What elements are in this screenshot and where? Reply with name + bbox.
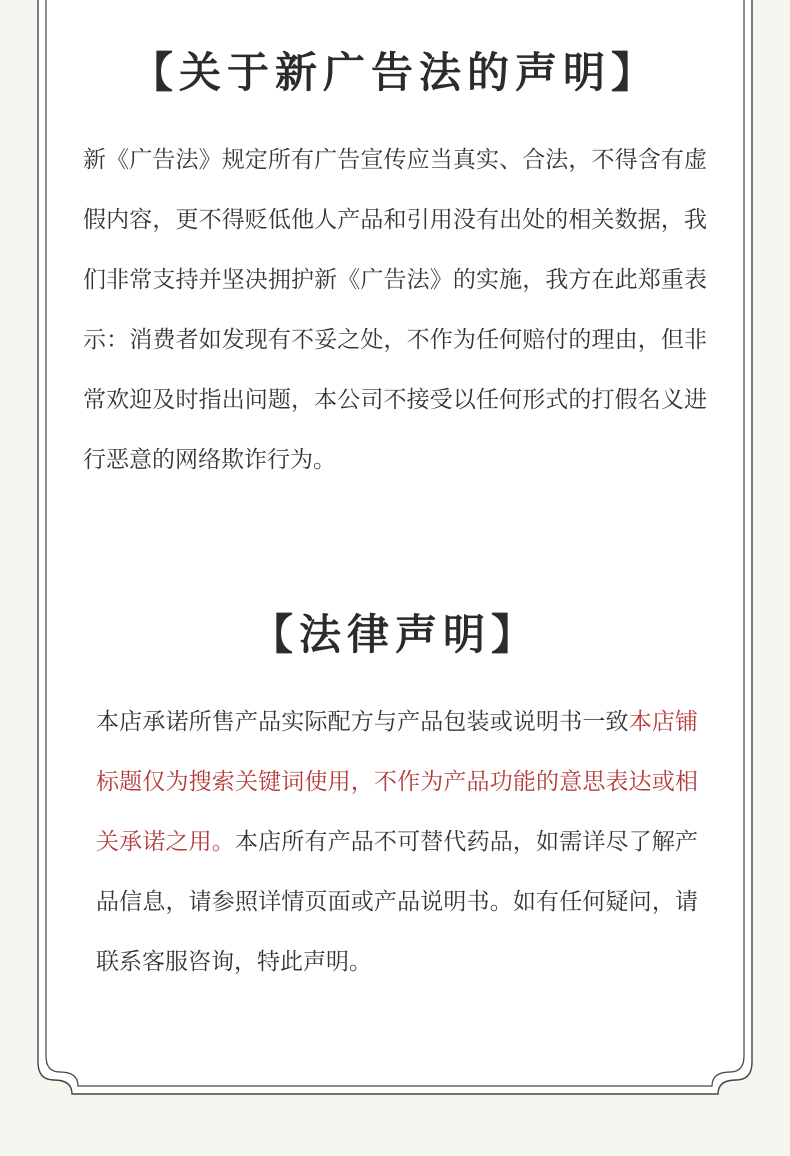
title-close-bracket: 】 xyxy=(611,48,660,97)
title-text: 关于新广告法的声明 xyxy=(178,48,611,97)
title-text: 法律声明 xyxy=(298,610,491,659)
legal-intro-text: 本店承诺所售产品实际配方与产品包装或说明书一致 xyxy=(96,709,629,735)
section-title-ad-law xyxy=(0,40,790,100)
legal-rest-text: 本店所有产品不可替代药品，如需详尽了解产品信息，请参照详情页面或产品说明书。如有任何疑问，请联系客服咨询，特此声明。 xyxy=(96,829,699,975)
title-open-bracket: 【 xyxy=(130,48,179,97)
title-close-bracket: 】 xyxy=(491,610,540,659)
section-title-legal xyxy=(0,602,790,662)
legal-highlight-text: 本店铺标题仅为搜索关键词使用，不作为产品功能的意思表达或相关承诺之用。 xyxy=(96,709,699,855)
ad-law-paragraph: 新《广告法》规定所有广告宣传应当真实、合法，不得含有虚假内容，更不得贬低他人产品和引用没有出处的相关数据，我们非常支持并坚决拥护新《广告法》的实施，我方在此郑重表示：消费者如发现有不妥之处，不作为任何赔付的理由，但非常欢迎及时指出问题，本公司不接受以任何形式的打假名义进行恶意的网络欺诈行为。 xyxy=(83,147,707,473)
legal-paragraph xyxy=(96,692,698,992)
title-open-bracket: 【 xyxy=(250,610,299,659)
